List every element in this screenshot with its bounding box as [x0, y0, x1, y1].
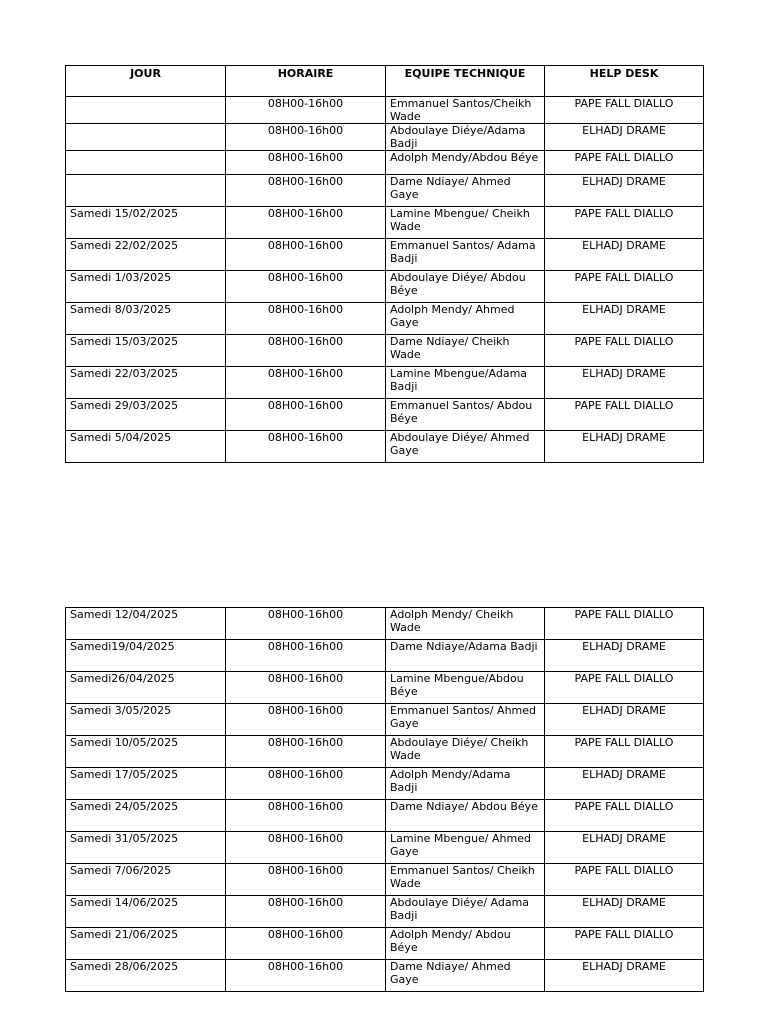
help-desk-cell: ELHADJ DRAME: [545, 704, 704, 736]
table-row: [66, 832, 704, 864]
time-cell: 08H00-16h00: [226, 928, 386, 960]
table-row: [66, 431, 704, 463]
table-row: [66, 367, 704, 399]
team-cell: Emmanuel Santos/ Adama Badji: [386, 239, 545, 271]
help-desk-cell: PAPE FALL DIALLO: [545, 335, 704, 367]
schedule-body-2: [66, 608, 704, 992]
schedule-table-1: [65, 65, 704, 463]
team-cell: Emmanuel Santos/ Ahmed Gaye: [386, 704, 545, 736]
help-desk-cell: ELHADJ DRAME: [545, 832, 704, 864]
team-cell: Emmanuel Santos/ Abdou Béye: [386, 399, 545, 431]
header-jour: JOUR: [66, 66, 226, 97]
help-desk-cell: PAPE FALL DIALLO: [545, 151, 704, 175]
team-cell: Adolph Mendy/Abdou Béye: [386, 151, 545, 175]
time-cell: 08H00-16h00: [226, 399, 386, 431]
table-row: [66, 960, 704, 992]
time-cell: 08H00-16h00: [226, 239, 386, 271]
table-row: [66, 896, 704, 928]
team-cell: Lamine Mbengue/Adama Badji: [386, 367, 545, 399]
table-row: [66, 608, 704, 640]
help-desk-cell: ELHADJ DRAME: [545, 960, 704, 992]
day-cell: [66, 124, 226, 151]
table-row: [66, 640, 704, 672]
table-row: [66, 207, 704, 239]
day-cell: [66, 97, 226, 124]
table-row: [66, 335, 704, 367]
header-horaire: HORAIRE: [226, 66, 386, 97]
table-row: [66, 239, 704, 271]
team-cell: Dame Ndiaye/Adama Badji: [386, 640, 545, 672]
team-cell: Abdoulaye Diéye/ Abdou Béye: [386, 271, 545, 303]
schedule-table-2: [65, 607, 704, 992]
table-row: [66, 768, 704, 800]
help-desk-cell: ELHADJ DRAME: [545, 175, 704, 207]
time-cell: 08H00-16h00: [226, 124, 386, 151]
table-row: [66, 800, 704, 832]
table-row: [66, 124, 704, 151]
day-cell: [66, 175, 226, 207]
day-cell: Samedi 22/03/2025: [66, 367, 226, 399]
day-cell: [66, 151, 226, 175]
team-cell: Lamine Mbengue/ Ahmed Gaye: [386, 832, 545, 864]
day-cell: Samedi 14/06/2025: [66, 896, 226, 928]
day-cell: Samedi 15/03/2025: [66, 335, 226, 367]
team-cell: Abdoulaye Diéye/ Ahmed Gaye: [386, 431, 545, 463]
team-cell: Abdoulaye Diéye/ Adama Badji: [386, 896, 545, 928]
team-cell: Adolph Mendy/ Ahmed Gaye: [386, 303, 545, 335]
time-cell: 08H00-16h00: [226, 97, 386, 124]
day-cell: Samedi 12/04/2025: [66, 608, 226, 640]
day-cell: Samedi 15/02/2025: [66, 207, 226, 239]
day-cell: Samedi 8/03/2025: [66, 303, 226, 335]
day-cell: Samedi 1/03/2025: [66, 271, 226, 303]
day-cell: Samedi 28/06/2025: [66, 960, 226, 992]
help-desk-cell: ELHADJ DRAME: [545, 896, 704, 928]
time-cell: 08H00-16h00: [226, 864, 386, 896]
day-cell: Samedi 17/05/2025: [66, 768, 226, 800]
help-desk-cell: PAPE FALL DIALLO: [545, 207, 704, 239]
team-cell: Dame Ndiaye/ Ahmed Gaye: [386, 960, 545, 992]
team-cell: Emmanuel Santos/Cheikh Wade: [386, 97, 545, 124]
team-cell: Lamine Mbengue/ Cheikh Wade: [386, 207, 545, 239]
table-row: [66, 303, 704, 335]
help-desk-cell: ELHADJ DRAME: [545, 124, 704, 151]
help-desk-cell: ELHADJ DRAME: [545, 768, 704, 800]
team-cell: Dame Ndiaye/ Cheikh Wade: [386, 335, 545, 367]
help-desk-cell: PAPE FALL DIALLO: [545, 736, 704, 768]
help-desk-cell: PAPE FALL DIALLO: [545, 399, 704, 431]
time-cell: 08H00-16h00: [226, 736, 386, 768]
table-row: [66, 736, 704, 768]
table-row: [66, 151, 704, 175]
day-cell: Samedi26/04/2025: [66, 672, 226, 704]
help-desk-cell: ELHADJ DRAME: [545, 431, 704, 463]
help-desk-cell: PAPE FALL DIALLO: [545, 672, 704, 704]
team-cell: Lamine Mbengue/Abdou Béye: [386, 672, 545, 704]
header-row: [66, 66, 704, 97]
time-cell: 08H00-16h00: [226, 704, 386, 736]
team-cell: Abdoulaye Diéye/ Cheikh Wade: [386, 736, 545, 768]
table-row: [66, 704, 704, 736]
help-desk-cell: ELHADJ DRAME: [545, 367, 704, 399]
time-cell: 08H00-16h00: [226, 800, 386, 832]
time-cell: 08H00-16h00: [226, 431, 386, 463]
help-desk-cell: ELHADJ DRAME: [545, 303, 704, 335]
help-desk-cell: PAPE FALL DIALLO: [545, 97, 704, 124]
day-cell: Samedi 5/04/2025: [66, 431, 226, 463]
header-help-desk: HELP DESK: [545, 66, 704, 97]
help-desk-cell: ELHADJ DRAME: [545, 239, 704, 271]
time-cell: 08H00-16h00: [226, 896, 386, 928]
time-cell: 08H00-16h00: [226, 672, 386, 704]
help-desk-cell: ELHADJ DRAME: [545, 640, 704, 672]
time-cell: 08H00-16h00: [226, 175, 386, 207]
header-equipe-technique: EQUIPE TECHNIQUE: [386, 66, 545, 97]
help-desk-cell: PAPE FALL DIALLO: [545, 800, 704, 832]
time-cell: 08H00-16h00: [226, 303, 386, 335]
table-row: [66, 399, 704, 431]
team-cell: Adolph Mendy/Adama Badji: [386, 768, 545, 800]
day-cell: Samedi 31/05/2025: [66, 832, 226, 864]
table-row: [66, 928, 704, 960]
team-cell: Adolph Mendy/ Abdou Béye: [386, 928, 545, 960]
day-cell: Samedi 29/03/2025: [66, 399, 226, 431]
table-row: [66, 864, 704, 896]
team-cell: Dame Ndiaye/ Ahmed Gaye: [386, 175, 545, 207]
schedule-body-1: [66, 97, 704, 463]
time-cell: 08H00-16h00: [226, 207, 386, 239]
day-cell: Samedi 21/06/2025: [66, 928, 226, 960]
help-desk-cell: PAPE FALL DIALLO: [545, 928, 704, 960]
day-cell: Samedi 22/02/2025: [66, 239, 226, 271]
time-cell: 08H00-16h00: [226, 335, 386, 367]
team-cell: Dame Ndiaye/ Abdou Béye: [386, 800, 545, 832]
time-cell: 08H00-16h00: [226, 271, 386, 303]
day-cell: Samedi 7/06/2025: [66, 864, 226, 896]
table-row: [66, 97, 704, 124]
team-cell: Abdoulaye Diéye/Adama Badji: [386, 124, 545, 151]
help-desk-cell: PAPE FALL DIALLO: [545, 271, 704, 303]
time-cell: 08H00-16h00: [226, 151, 386, 175]
table-row: [66, 672, 704, 704]
day-cell: Samedi 10/05/2025: [66, 736, 226, 768]
day-cell: Samedi 3/05/2025: [66, 704, 226, 736]
time-cell: 08H00-16h00: [226, 640, 386, 672]
table-row: [66, 175, 704, 207]
help-desk-cell: PAPE FALL DIALLO: [545, 608, 704, 640]
help-desk-cell: PAPE FALL DIALLO: [545, 864, 704, 896]
time-cell: 08H00-16h00: [226, 367, 386, 399]
team-cell: Adolph Mendy/ Cheikh Wade: [386, 608, 545, 640]
table-row: [66, 271, 704, 303]
day-cell: Samedi 24/05/2025: [66, 800, 226, 832]
day-cell: Samedi19/04/2025: [66, 640, 226, 672]
team-cell: Emmanuel Santos/ Cheikh Wade: [386, 864, 545, 896]
time-cell: 08H00-16h00: [226, 768, 386, 800]
time-cell: 08H00-16h00: [226, 608, 386, 640]
time-cell: 08H00-16h00: [226, 832, 386, 864]
time-cell: 08H00-16h00: [226, 960, 386, 992]
